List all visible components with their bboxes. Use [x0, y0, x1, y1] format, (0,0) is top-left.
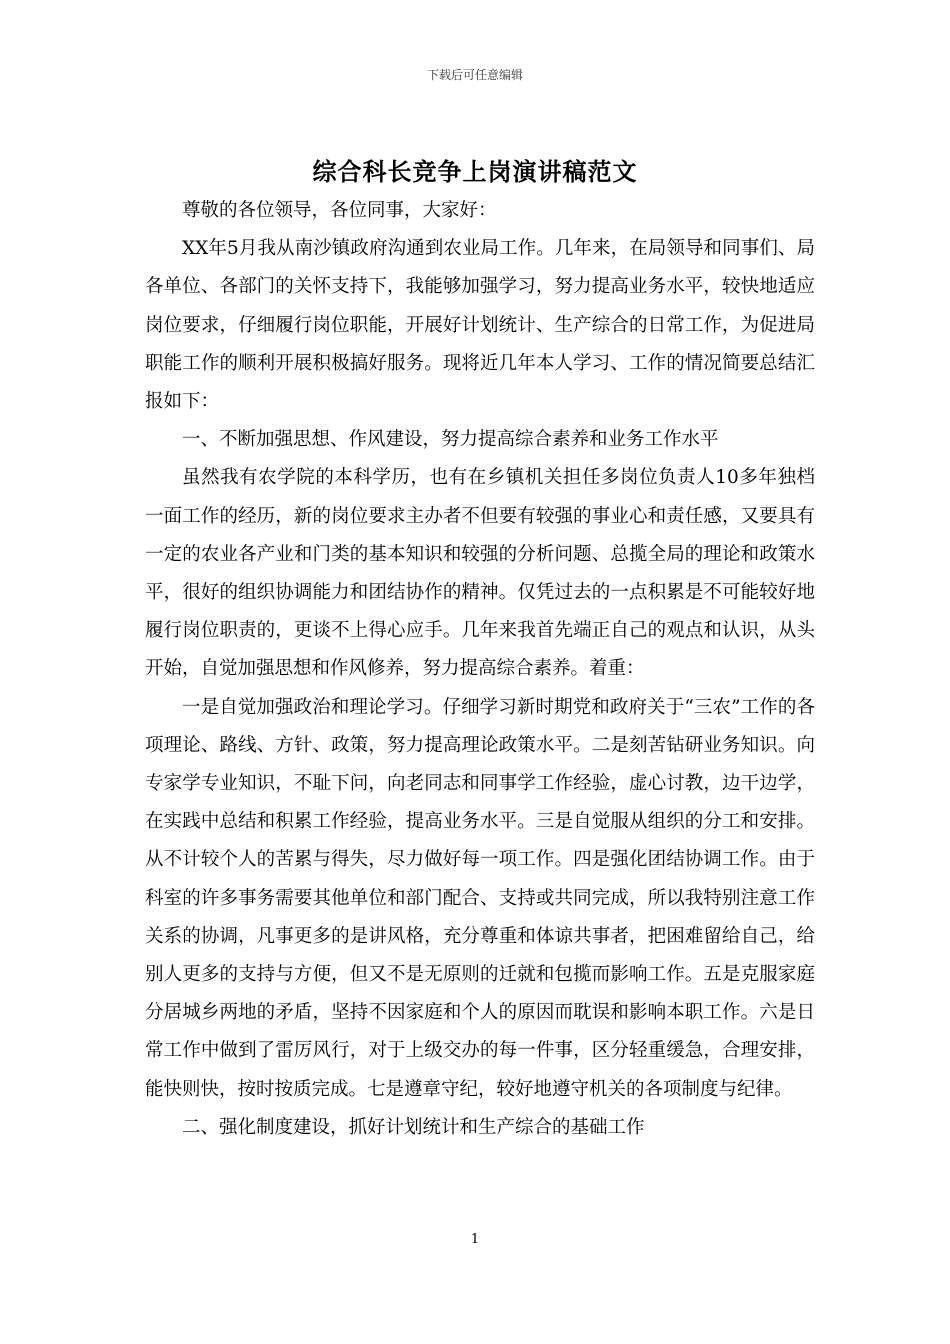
paragraph-points: 一是自觉加强政治和理论学习。仔细学习新时期党和政府关于“三农”工作的各项理论、路线、方针、政策，努力提高理论政策水平。二是刻苦钻研业务知识。向专家学专业知识，不耻下问，向老同志和同事学工作经验，虚心讨教，边干边学，在实践中总结和积累工作经验，提高业务水平。三是自觉服从组织的分工和安排。从不计较个人的苦累与得失，尽力做好每一项工作。四是强化团结协调工作。由于科室的许多事务需要其他单位和部门配合、支持或共同完成，所以我特别注意工作关系的协调，凡事更多的是讲风格，充分尊重和体谅共事者，把困难留给自己，给别人更多的支持与方便，但又不是无原则的迁就和包揽而影响工作。五是克服家庭分居城乡两地的矛盾，坚持不因家庭和个人的原因而耽误和影响本职工作。六是日常工作中做到了雷厉风行，对于上级交办的每一件事，区分轻重缓急，合理安排，能快则快，按时按质完成。七是遵章守纪，较好地遵守机关的各项制度与纪律。	[145, 696, 815, 1100]
document-body	[145, 192, 815, 1147]
paragraph-greeting: 尊敬的各位领导，各位同事，大家好：	[182, 200, 497, 221]
document-title: 综合科长竞争上岗演讲稿范文	[312, 157, 638, 186]
section-heading-2: 二、强化制度建设，抓好计划统计和生产综合的基础工作	[182, 1116, 645, 1138]
download-note: 下载后可任意编辑	[426, 68, 523, 82]
page-number: 1	[470, 1232, 480, 1247]
section-heading-1: 一、不断加强思想、作风建设，努力提高综合素养和业务工作水平	[182, 429, 719, 451]
paragraph-intro: XX年5月我从南沙镇政府沟通到农业局工作。几年来，在局领导和同事们、局各单位、各部门的关怀支持下，我能够加强学习，努力提高业务水平，较快地适应岗位要求，仔细履行岗位职能，开展好计划统计、生产综合的日常工作，为促进局职能工作的顺利开展积极搞好服务。现将近几年本人学习、工作的情况简要总结汇报如下：	[145, 238, 815, 413]
paragraph-background: 虽然我有农学院的本科学历，也有在乡镇机关担任多岗位负责人10多年独档一面工作的经历，新的岗位要求主办者不但要有较强的事业心和责任感，又要具有一定的农业各产业和门类的基本知识和较强的分析问题、总揽全局的理论和政策水平，很好的组织协调能力和团结协作的精神。仅凭过去的一点积累是不可能较好地履行岗位职责的，更谈不上得心应手。几年来我首先端正自己的观点和认识，从头开始，自觉加强思想和作风修养，努力提高综合素养。着重：	[145, 467, 815, 680]
